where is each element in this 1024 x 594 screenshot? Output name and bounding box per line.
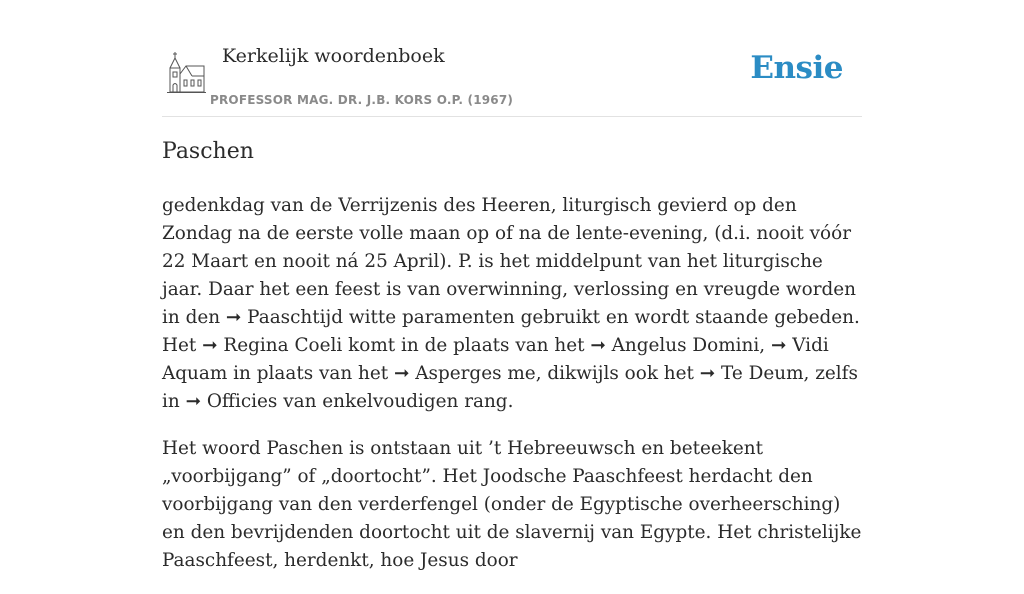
text-run: van enkelvoudigen rang. [277,391,514,412]
book-title[interactable]: Kerkelijk woordenboek [222,45,445,67]
link-regina-coeli[interactable]: ➞ Regina Coeli [202,335,343,356]
paragraph-2: Het woord Paschen is ontstaan uit ’t Hebreeuwsch en beteekent „voorbijgang” of „doortocht”. Het Joodsche Paaschfeest herdacht den voorbijgang van den verderfengel (onder de Egyptische overheersching) en den bevrijdenden doortocht uit de slavernij van Egypte. Het christelijke Paaschfeest, herdenkt, hoe Jesus door [162,438,862,571]
text-run: , [759,335,771,356]
link-paaschtijd[interactable]: ➞ Paaschtijd [225,307,343,328]
church-icon [166,50,206,94]
paragraph-1 [162,192,862,416]
text-run: gedenkdag van de Verrijzenis des Heeren, liturgisch gevierd op den Zondag na de eerste volle maan op of na de lente-evening, (d.i. nooit vóór 22 Maart en nooit ná 25 April). P. is het middelpunt van het liturgische jaar. Daar het een feest is van overwinning, verlossing en vreugde worden in den [162,195,857,328]
text-run: witte paramenten gebruikt en wordt staande gebeden. Het [162,307,860,356]
entry-content [162,192,862,594]
link-vidi-aquam[interactable]: ➞ Vidi Aquam [162,335,829,384]
link-te-deum[interactable]: ➞ Te Deum [699,363,804,384]
page [162,0,862,571]
text-run: , dikwijls ook het [535,363,700,384]
header [162,0,862,117]
text-run: in plaats van het [227,363,394,384]
author-line: PROFESSOR MAG. DR. J.B. KORS O.P. (1967) [210,93,514,107]
entry-title: Paschen [162,139,254,164]
ensie-logo[interactable]: Ensie [750,50,843,86]
link-asperges-me[interactable]: ➞ Asperges me [394,363,536,384]
link-officies[interactable]: ➞ Officies [185,391,278,412]
link-angelus-domini[interactable]: ➞ Angelus Domini [590,335,760,356]
text-run: komt in de plaats van het [342,335,591,356]
text-run: , zelfs in [162,363,858,412]
